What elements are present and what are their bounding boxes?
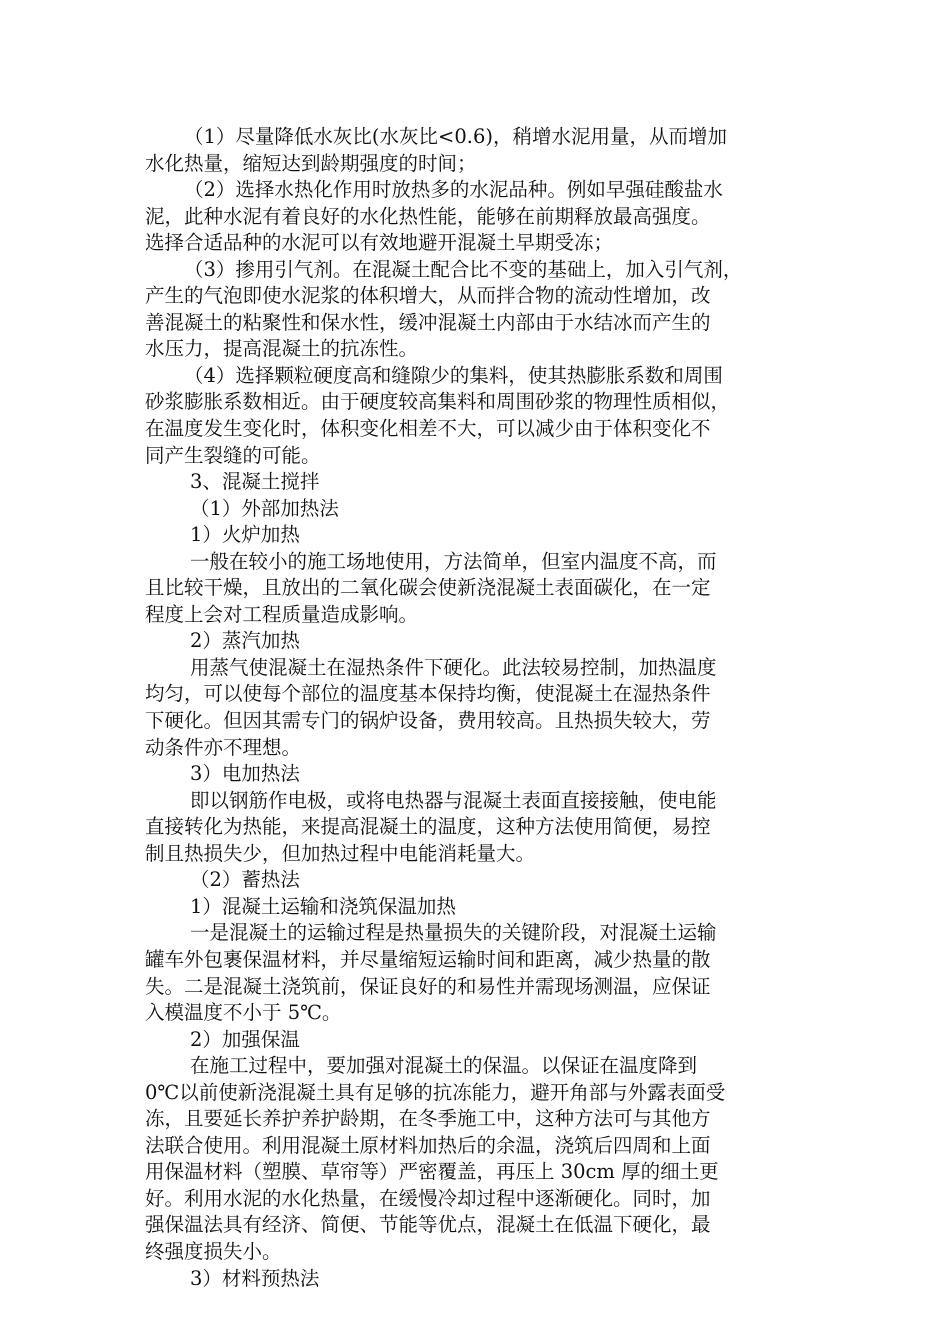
text-line: （2）选择水热化作用时放热多的水泥品种。例如早强硅酸盐水 [184,178,723,202]
document-page [145,124,815,1292]
text-line: 1）火炉加热 [190,523,300,547]
text-line: 程度上会对工程质量造成影响。 [145,602,419,626]
text-line: 用保温材料（塑膜、草帘等）严密覆盖，再压上 30cm 厚的细土更 [145,1160,719,1184]
text-line: 水化热量，缩短达到龄期强度的时间； [145,151,477,175]
text-line: 在温度发生变化时，体积变化相差不大，可以减少由于体积变化不 [145,417,711,441]
text-line: 善混凝土的粘聚性和保水性，缓冲混凝土内部由于水结冰而产生的 [145,310,711,334]
text-line: 2）加强保温 [190,1027,300,1051]
text-line: 用蒸气使混凝土在湿热条件下硬化。此法较易控制，加热温度 [190,655,717,679]
text-line: 泥，此种水泥有着良好的水化热性能，能够在前期释放最高强度。 [145,204,711,228]
text-line: 冻，且要延长养护养护龄期，在冬季施工中，这种方法可与其他方 [145,1107,711,1131]
text-line: 水压力，提高混凝土的抗冻性。 [145,337,419,361]
text-line: 入模温度不小于 5℃。 [145,1001,342,1025]
text-line: 罐车外包裹保温材料，并尽量缩短运输时间和距离，减少热量的散 [145,947,711,971]
text-line: 2）蒸汽加热 [190,629,300,653]
text-line: 下硬化。但因其需专门的锅炉设备，费用较高。且热损失较大，劳 [145,709,711,733]
text-line: 1）混凝土运输和浇筑保温加热 [190,894,456,918]
text-line: （1）尽量降低水灰比(水灰比<0.6)，稍增水泥用量，从而增加 [184,125,727,148]
text-line: 失。二是混凝土浇筑前，保证良好的和易性并需现场测温，应保证 [145,974,711,998]
text-line: 制且热损失少，但加热过程中电能消耗量大。 [145,841,536,865]
text-line: 同产生裂缝的可能。 [145,443,321,467]
text-line: 即以钢筋作电极，或将电热器与混凝土表面直接接触，使电能 [190,788,717,812]
text-line: 产生的气泡即使水泥浆的体积增大，从而拌合物的流动性增加，改 [145,284,711,308]
text-line: （3）掺用引气剂。在混凝土配合比不变的基础上，加入引气剂， [184,257,743,281]
text-line: 一般在较小的施工场地使用，方法简单，但室内温度不高，而 [190,549,717,573]
text-line: 选择合适品种的水泥可以有效地避开混凝土早期受冻； [145,231,614,255]
text-line: 终强度损失小。 [145,1239,282,1263]
text-line: 法联合使用。利用混凝土原材料加热后的余温，浇筑后四周和上面 [145,1133,711,1157]
text-line: 3、混凝土搅拌 [190,470,320,494]
text-line: 0℃以前使新浇混凝土具有足够的抗冻能力，避开角部与外露表面受 [145,1080,726,1104]
text-line: 好。利用水泥的水化热量，在缓慢冷却过程中逐渐硬化。同时，加 [145,1186,711,1210]
text-line: 3）电加热法 [190,762,300,786]
text-line: 强保温法具有经济、简便、节能等优点，混凝土在低温下硬化，最 [145,1213,711,1237]
text-line: 动条件亦不理想。 [145,735,302,759]
text-line: 3）材料预热法 [190,1266,320,1290]
text-line: （2）蓄热法 [190,868,300,892]
text-line: 且比较干燥，且放出的二氧化碳会使新浇混凝土表面碳化，在一定 [145,576,711,600]
text-line: 直接转化为热能，来提高混凝土的温度，这种方法使用简便，易控 [145,815,711,839]
text-line: 均匀，可以使每个部位的温度基本保持均衡，使混凝土在湿热条件 [145,682,711,706]
text-line: 一是混凝土的运输过程是热量损失的关键阶段，对混凝土运输 [190,921,717,945]
text-line: 砂浆膨胀系数相近。由于硬度较高集料和周围砂浆的物理性质相似， [145,390,731,414]
text-line: （1）外部加热法 [190,496,339,520]
text-line: 在施工过程中，要加强对混凝土的保温。以保证在温度降到 [190,1054,698,1078]
text-line: （4）选择颗粒硬度高和缝隙少的集料，使其热膨胀系数和周围 [184,363,723,387]
